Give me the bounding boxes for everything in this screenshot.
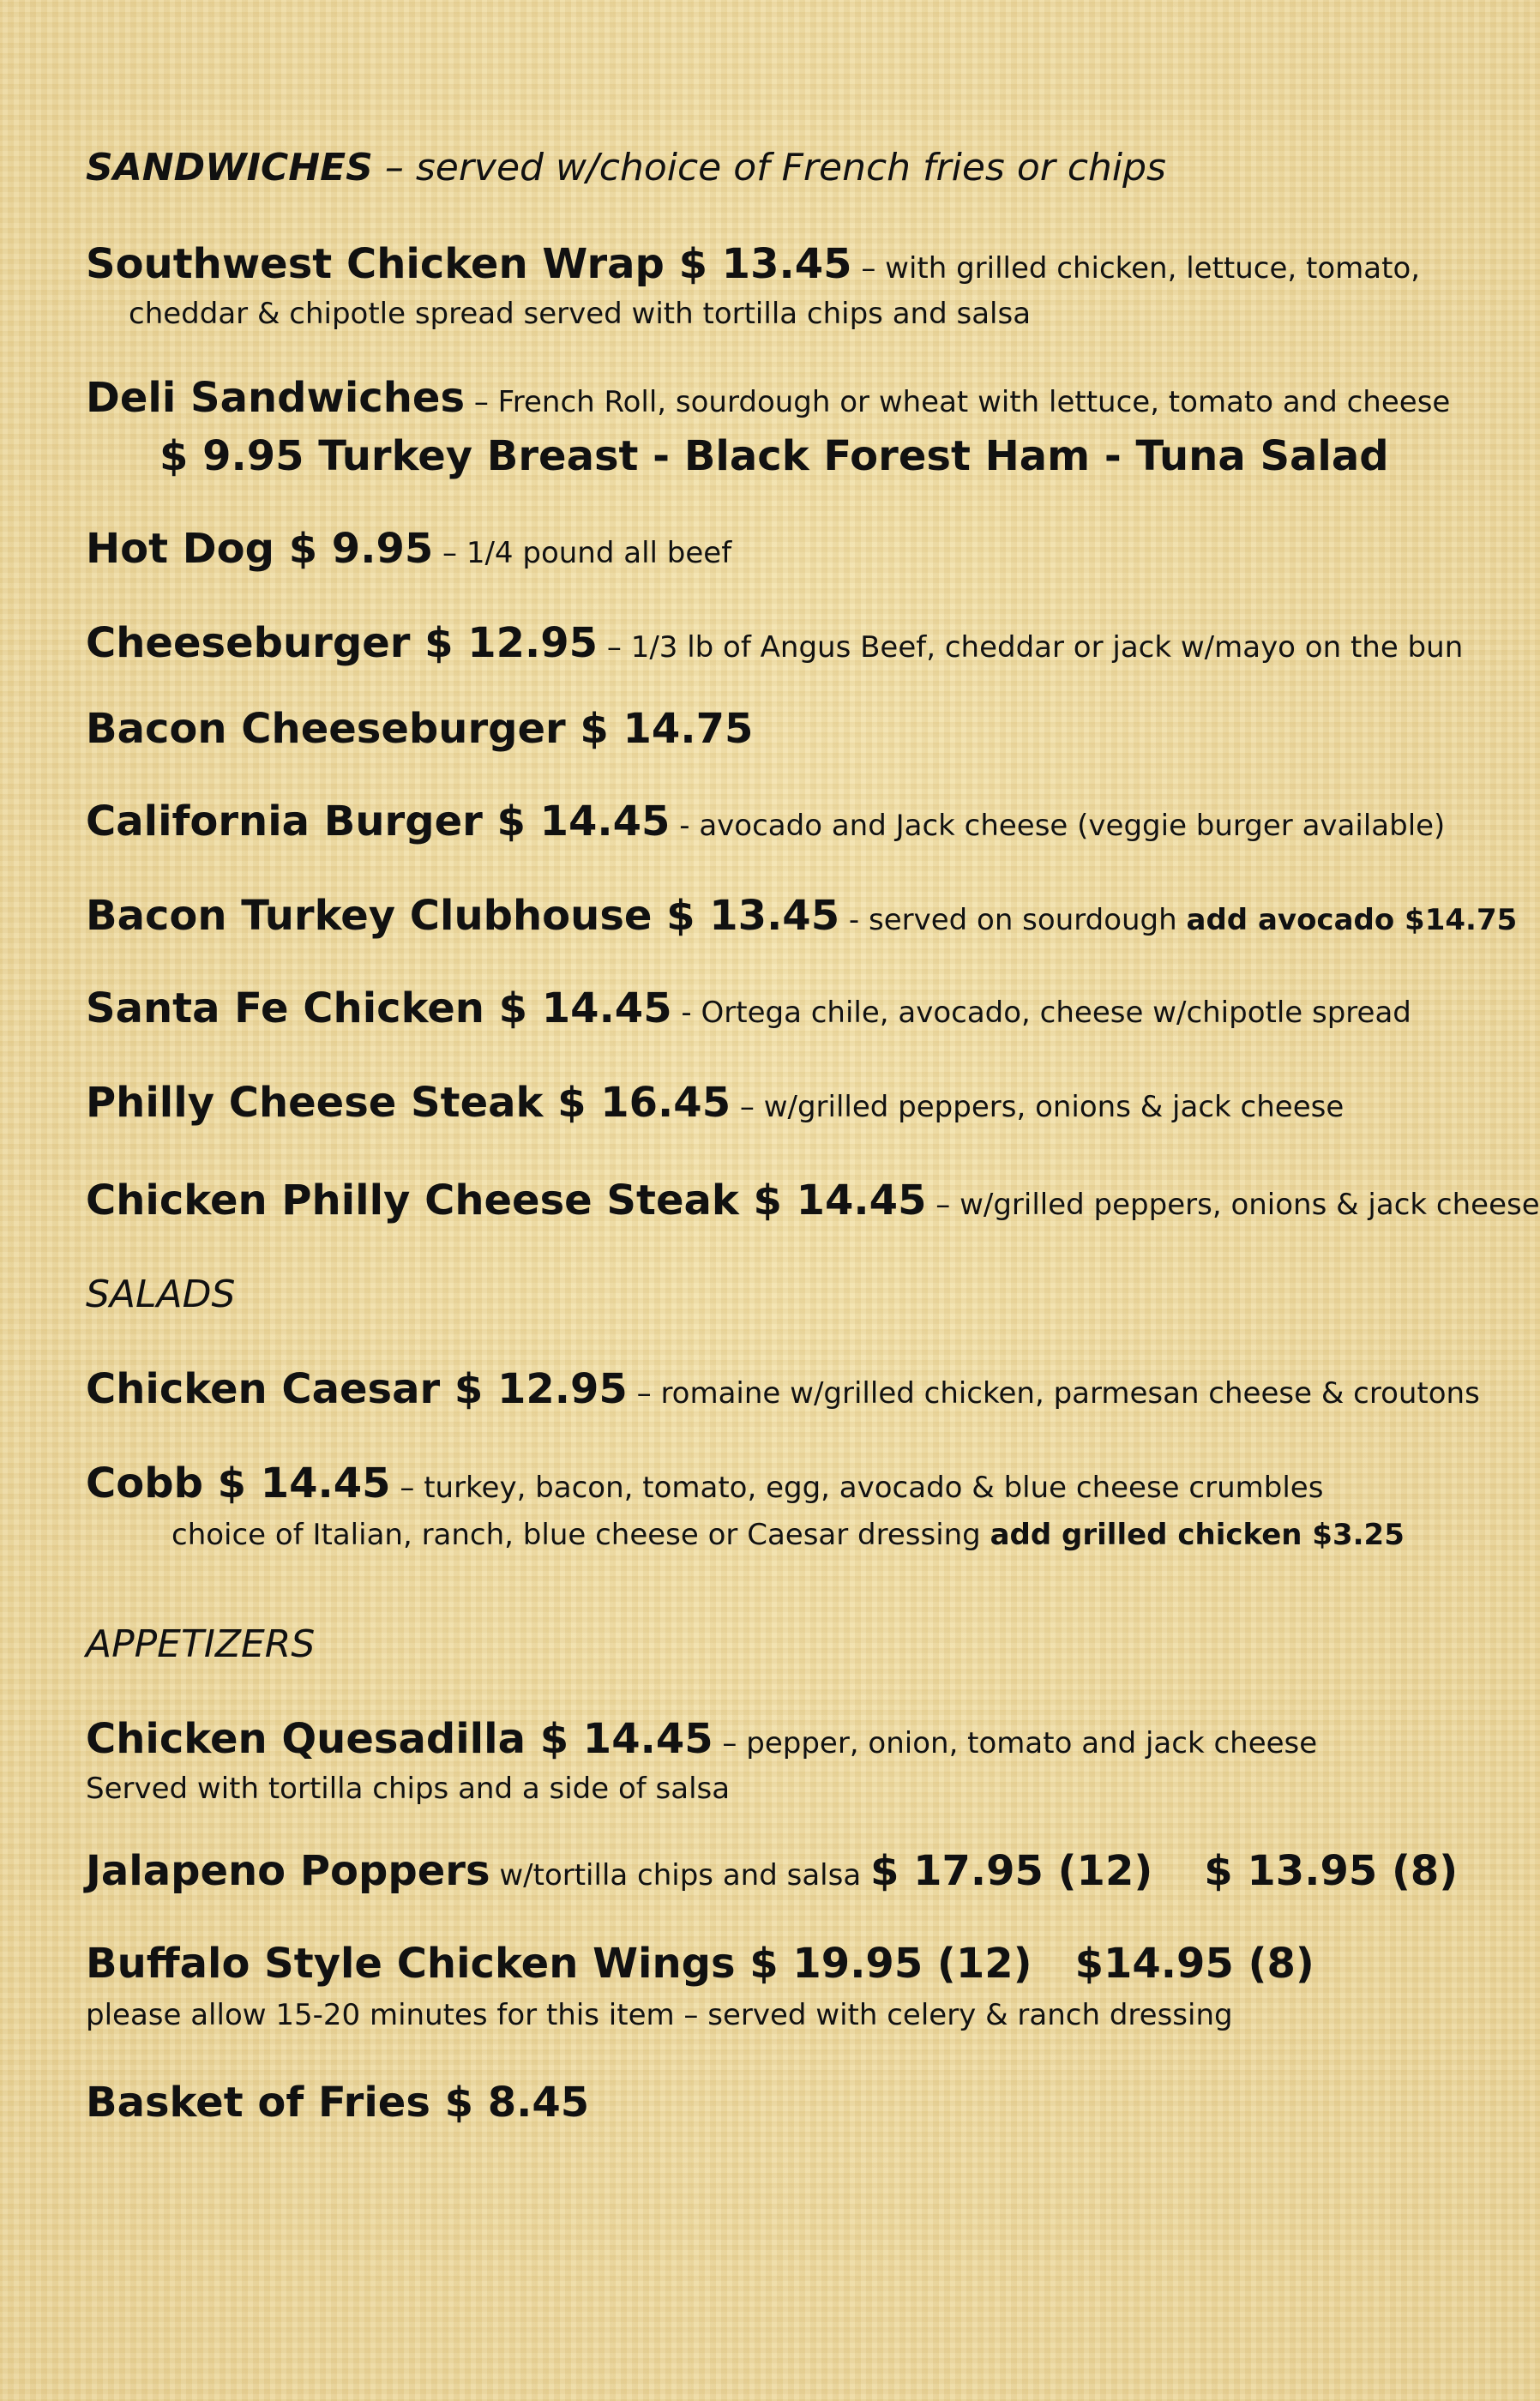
item-description: - avocado and Jack cheese (veggie burger available) [670,809,1446,843]
item-name: Chicken Caesar $ 12.95 [86,1365,628,1413]
item-name: Santa Fe Chicken $ 14.45 [86,984,672,1032]
item-description: w/tortilla chips and salsa [490,1858,870,1893]
cobb-dressing-line [171,1518,1405,1552]
item-name: Cheeseburger $ 12.95 [86,619,599,667]
item-description: – French Roll, sourdough or wheat with lettuce, tomato and cheese [465,385,1451,419]
sandwiches-subtitle: – served w/choice of French fries or chips [372,146,1166,190]
item-description: – pepper, onion, tomato and jack cheese [713,1726,1318,1760]
item-name: Cobb $ 14.45 [86,1459,391,1507]
menu-item-santa-fe-chicken [86,984,1411,1032]
price-small: $ 13.95 (8) [1204,1847,1459,1895]
item-description: – turkey, bacon, tomato, egg, avocado & blue cheese crumbles [390,1471,1324,1505]
item-description: - Ortega chile, avocado, cheese w/chipotle spread [671,996,1411,1030]
item-description-continued: Served with tortilla chips and a side of salsa [86,1772,731,1806]
menu-item-chicken-quesadilla [86,1715,1317,1763]
item-addon: add avocado $14.75 [1186,903,1518,937]
item-description-continued: please allow 15-20 minutes for this item – served with celery & ranch dressing [86,1998,1233,2032]
menu-item-jalapeno-poppers [86,1847,1458,1895]
sandwiches-title: SANDWICHES [86,146,373,190]
menu-item-cheeseburger [86,619,1463,667]
section-header-sandwiches [86,146,1166,190]
item-name: Bacon Turkey Clubhouse $ 13.45 [86,892,840,940]
item-description: – 1/3 lb of Angus Beef, cheddar or jack w/mayo on the bun [598,630,1464,665]
section-header-appetizers [86,1622,315,1666]
item-description-continued: choice of Italian, ranch, blue cheese or Caesar dressing [171,1518,990,1552]
price-small: $14.95 (8) [1074,1940,1314,1988]
appetizers-title: APPETIZERS [86,1622,316,1666]
menu-item-chicken-philly-cheese-steak [86,1176,1540,1225]
section-header-salads [86,1273,235,1316]
menu-item-buffalo-wings [86,1940,1314,1988]
menu-item-california-burger [86,797,1445,845]
item-name: Deli Sandwiches [86,374,466,422]
menu-item-bacon-cheeseburger [86,705,753,753]
item-description: – w/grilled peppers, onions & jack cheese [731,1090,1344,1124]
item-name: Bacon Cheeseburger $ 14.75 [86,705,754,753]
item-name: California Burger $ 14.45 [86,797,671,845]
menu-item-bacon-turkey-clubhouse [86,892,1517,940]
item-description: – w/grilled peppers, onions & jack cheese [926,1188,1540,1222]
item-description: – romaine w/grilled chicken, parmesan cheese & croutons [627,1376,1480,1411]
item-name: Basket of Fries $ 8.45 [86,2079,590,2127]
item-name: Chicken Philly Cheese Steak $ 14.45 [86,1176,927,1225]
item-name: Hot Dog $ 9.95 [86,525,434,573]
menu-item-deli-sandwiches [86,374,1450,422]
menu-item-cobb [86,1459,1323,1507]
item-addon: add grilled chicken $3.25 [990,1518,1405,1552]
item-name: Buffalo Style Chicken Wings $ 19.95 (12) [86,1940,1032,1988]
menu-item-philly-cheese-steak [86,1079,1344,1127]
item-name: Chicken Quesadilla $ 14.45 [86,1715,713,1763]
item-description: - served on sourdough [839,903,1187,937]
item-description: – with grilled chicken, lettuce, tomato, [851,251,1421,286]
salads-title: SALADS [86,1273,236,1316]
menu-item-basket-of-fries [86,2079,589,2127]
menu-item-chicken-caesar [86,1365,1480,1413]
item-name: Philly Cheese Steak $ 16.45 [86,1079,731,1127]
menu-item-southwest-wrap [86,240,1420,288]
item-description: – 1/4 pound all beef [433,536,732,570]
item-name: Southwest Chicken Wrap $ 13.45 [86,240,852,288]
menu-item-hot-dog [86,525,731,573]
price-large: $ 17.95 (12) [869,1847,1153,1895]
item-description-continued: cheddar & chipotle spread served with tortilla chips and salsa [129,297,1032,331]
deli-options-line: $ 9.95 Turkey Breast - Black Forest Ham - Tuna Salad [159,432,1389,480]
item-name: Jalapeno Poppers [86,1847,490,1895]
